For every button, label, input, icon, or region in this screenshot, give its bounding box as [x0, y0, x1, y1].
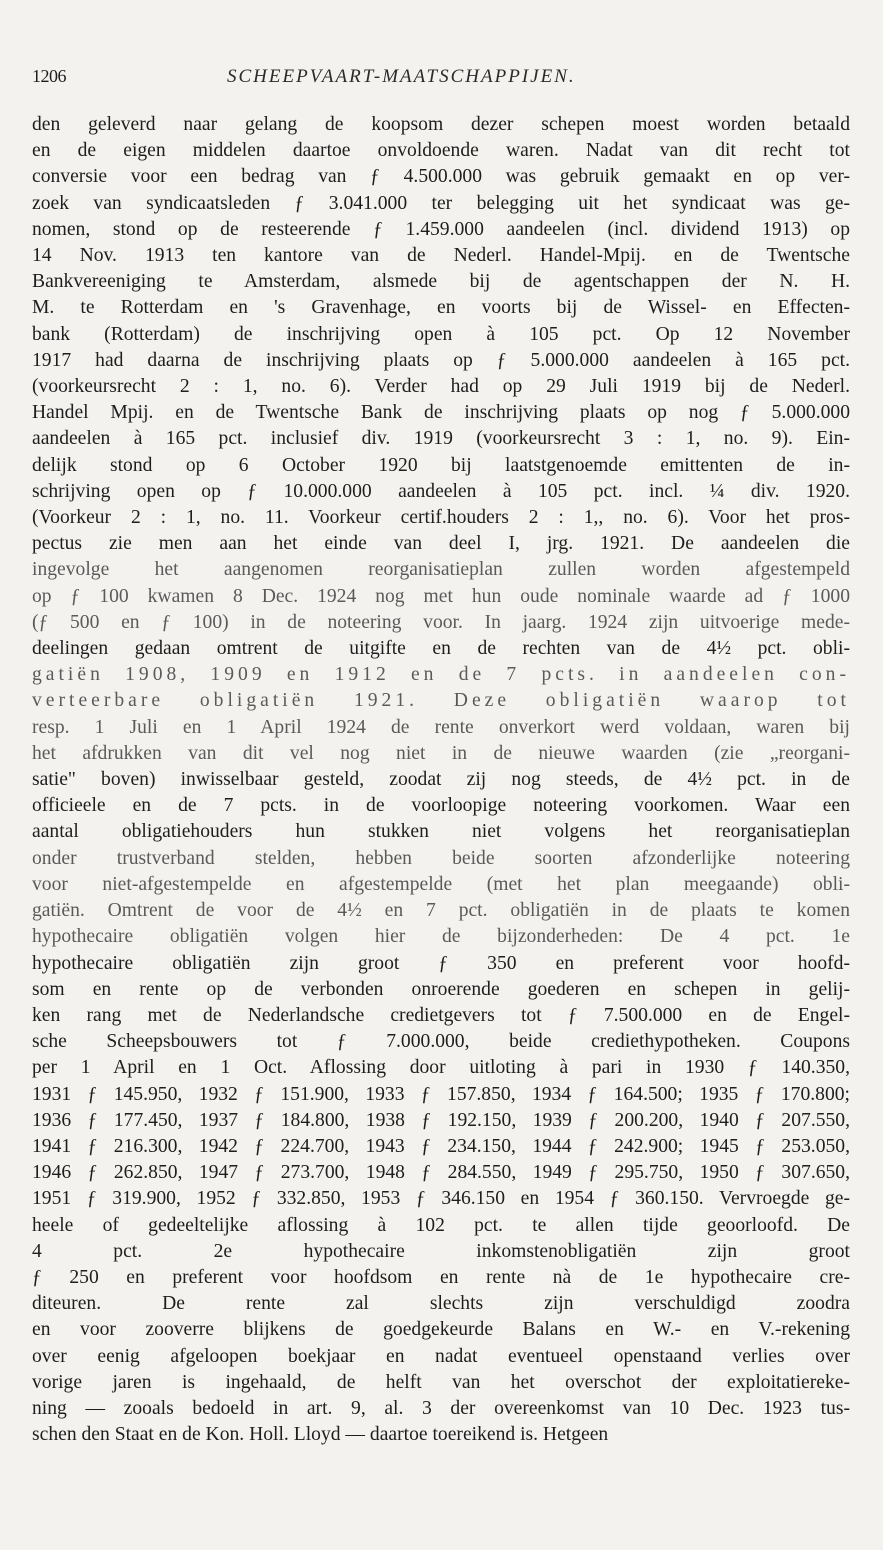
page-number: 1206	[32, 66, 66, 86]
text-line: over eenig afgeloopen boekjaar en nadat eventueel openstaand verlies over	[32, 1345, 850, 1367]
text-line: deelingen gedaan omtrent de uitgifte en de rechten van de 4½ pct. obli-	[32, 638, 850, 660]
text-line: vorige jaren is ingehaald, de helft van het overschot der exploitatiereke-	[32, 1371, 850, 1393]
running-title: SCHEEPVAART-MAATSCHAPPIJEN.	[227, 66, 576, 87]
running-header	[32, 62, 850, 102]
text-line: heele of gedeeltelijke aflossing à 102 pct. te allen tijde geoorloofd. De	[32, 1214, 850, 1236]
text-line: 1917 had daarna de inschrijving plaats op ƒ 5.000.000 aandeelen à 165 pct.	[32, 349, 850, 371]
text-line: gatiën. Omtrent de voor de 4½ en 7 pct. obligatiën in de plaats te komen	[32, 900, 850, 922]
text-line: 14 Nov. 1913 ten kantore van de Nederl. Handel-Mpij. en de Twentsche	[32, 245, 850, 267]
text-line: gatiën 1908, 1909 en 1912 en de 7 pcts. in aandeelen con-	[32, 664, 850, 686]
text-line: som en rente op de verbonden onroerende goederen en schepen in gelij-	[32, 978, 850, 1000]
text-line: delijk stond op 6 October 1920 bij laatstgenoemde emittenten de in-	[32, 454, 850, 476]
text-line: en de eigen middelen daartoe onvoldoende waren. Nadat van dit recht tot	[32, 140, 850, 162]
body-text	[32, 112, 850, 1448]
text-line: 1951 ƒ 319.900, 1952 ƒ 332.850, 1953 ƒ 346.150 en 1954 ƒ 360.150. Vervroegde ge-	[32, 1188, 850, 1210]
text-line: 1936 ƒ 177.450, 1937 ƒ 184.800, 1938 ƒ 192.150, 1939 ƒ 200.200, 1940 ƒ 207.550,	[32, 1109, 850, 1131]
text-line: 1941 ƒ 216.300, 1942 ƒ 224.700, 1943 ƒ 234.150, 1944 ƒ 242.900; 1945 ƒ 253.050,	[32, 1135, 850, 1157]
text-line: per 1 April en 1 Oct. Aflossing door uitloting à pari in 1930 ƒ 140.350,	[32, 1057, 850, 1079]
text-line: ƒ 250 en preferent voor hoofdsom en rente nà de 1e hypothecaire cre-	[32, 1266, 850, 1288]
text-line: Handel Mpij. en de Twentsche Bank de inschrijving plaats op nog ƒ 5.000.000	[32, 402, 850, 424]
text-line: (ƒ 500 en ƒ 100) in de noteering voor. In jaarg. 1924 zijn uitvoerige mede-	[32, 611, 850, 633]
text-line: hypothecaire obligatiën zijn groot ƒ 350 en preferent voor hoofd-	[32, 952, 850, 974]
text-line: nomen, stond op de resteerende ƒ 1.459.000 aandeelen (incl. dividend 1913) op	[32, 218, 850, 240]
text-line: op ƒ 100 kwamen 8 Dec. 1924 nog met hun oude nominale waarde ad ƒ 1000	[32, 585, 850, 607]
text-line: Bankvereeniging te Amsterdam, alsmede bij de agentschappen der N. H.	[32, 271, 850, 293]
text-line: (voorkeursrecht 2 : 1, no. 6). Verder had op 29 Juli 1919 bij de Nederl.	[32, 376, 850, 398]
text-line: officieele en de 7 pcts. in de voorloopige noteering voorkomen. Waar een	[32, 795, 850, 817]
text-line: ingevolge het aangenomen reorganisatieplan zullen worden afgestempeld	[32, 559, 850, 581]
text-line: voor niet-afgestempelde en afgestempelde (met het plan meegaande) obli-	[32, 873, 850, 895]
text-line: M. te Rotterdam en 's Gravenhage, en voorts bij de Wissel- en Effecten-	[32, 297, 850, 319]
text-line: (Voorkeur 2 : 1, no. 11. Voorkeur certif.houders 2 : 1,, no. 6). Voor het pros-	[32, 507, 850, 529]
text-line: onder trustverband stelden, hebben beide soorten afzonderlijke noteering	[32, 847, 850, 869]
document-page	[32, 62, 850, 1532]
text-line: 1931 ƒ 145.950, 1932 ƒ 151.900, 1933 ƒ 157.850, 1934 ƒ 164.500; 1935 ƒ 170.800;	[32, 1083, 850, 1105]
text-line: conversie voor een bedrag van ƒ 4.500.000 was gebruik gemaakt en op ver-	[32, 166, 850, 188]
text-line: het afdrukken van dit vel nog niet in de nieuwe waarden (zie „reorgani-	[32, 742, 850, 764]
text-line: verteerbare obligatiën 1921. Deze obligatiën waarop tot	[32, 690, 850, 712]
text-line: bank (Rotterdam) de inschrijving open à 105 pct. Op 12 November	[32, 323, 850, 345]
text-line: satie" boven) inwisselbaar gesteld, zoodat zij nog steeds, de 4½ pct. in de	[32, 769, 850, 791]
text-line: ken rang met de Nederlandsche credietgevers tot ƒ 7.500.000 en de Engel-	[32, 1004, 850, 1026]
text-line: aantal obligatiehouders hun stukken niet volgens het reorganisatieplan	[32, 821, 850, 843]
text-line: 1946 ƒ 262.850, 1947 ƒ 273.700, 1948 ƒ 284.550, 1949 ƒ 295.750, 1950 ƒ 307.650,	[32, 1162, 850, 1184]
text-line: schen den Staat en de Kon. Holl. Lloyd — daartoe toereikend is. Hetgeen	[32, 1424, 609, 1446]
text-line: 4 pct. 2e hypothecaire inkomstenobligatiën zijn groot	[32, 1240, 850, 1262]
text-line: zoek van syndicaatsleden ƒ 3.041.000 ter belegging uit het syndicaat was ge-	[32, 192, 850, 214]
text-line: resp. 1 Juli en 1 April 1924 de rente onverkort werd voldaan, waren bij	[32, 716, 850, 738]
text-line: schrijving open op ƒ 10.000.000 aandeelen à 105 pct. incl. ¼ div. 1920.	[32, 480, 850, 502]
text-line: aandeelen à 165 pct. inclusief div. 1919 (voorkeursrecht 3 : 1, no. 9). Ein-	[32, 428, 850, 450]
text-line: en voor zooverre blijkens de goedgekeurde Balans en W.- en V.-rekening	[32, 1319, 850, 1341]
text-line: diteuren. De rente zal slechts zijn verschuldigd zoodra	[32, 1293, 850, 1315]
text-line: den geleverd naar gelang de koopsom dezer schepen moest worden betaald	[32, 114, 850, 135]
text-line: ning — zooals bedoeld in art. 9, al. 3 der overeenkomst van 10 Dec. 1923 tus-	[32, 1397, 850, 1419]
text-line: pectus zie men aan het einde van deel I, jrg. 1921. De aandeelen die	[32, 533, 850, 555]
text-line: hypothecaire obligatiën volgen hier de bijzonderheden: De 4 pct. 1e	[32, 926, 850, 948]
text-line: sche Scheepsbouwers tot ƒ 7.000.000, beide crediethypotheken. Coupons	[32, 1031, 850, 1053]
